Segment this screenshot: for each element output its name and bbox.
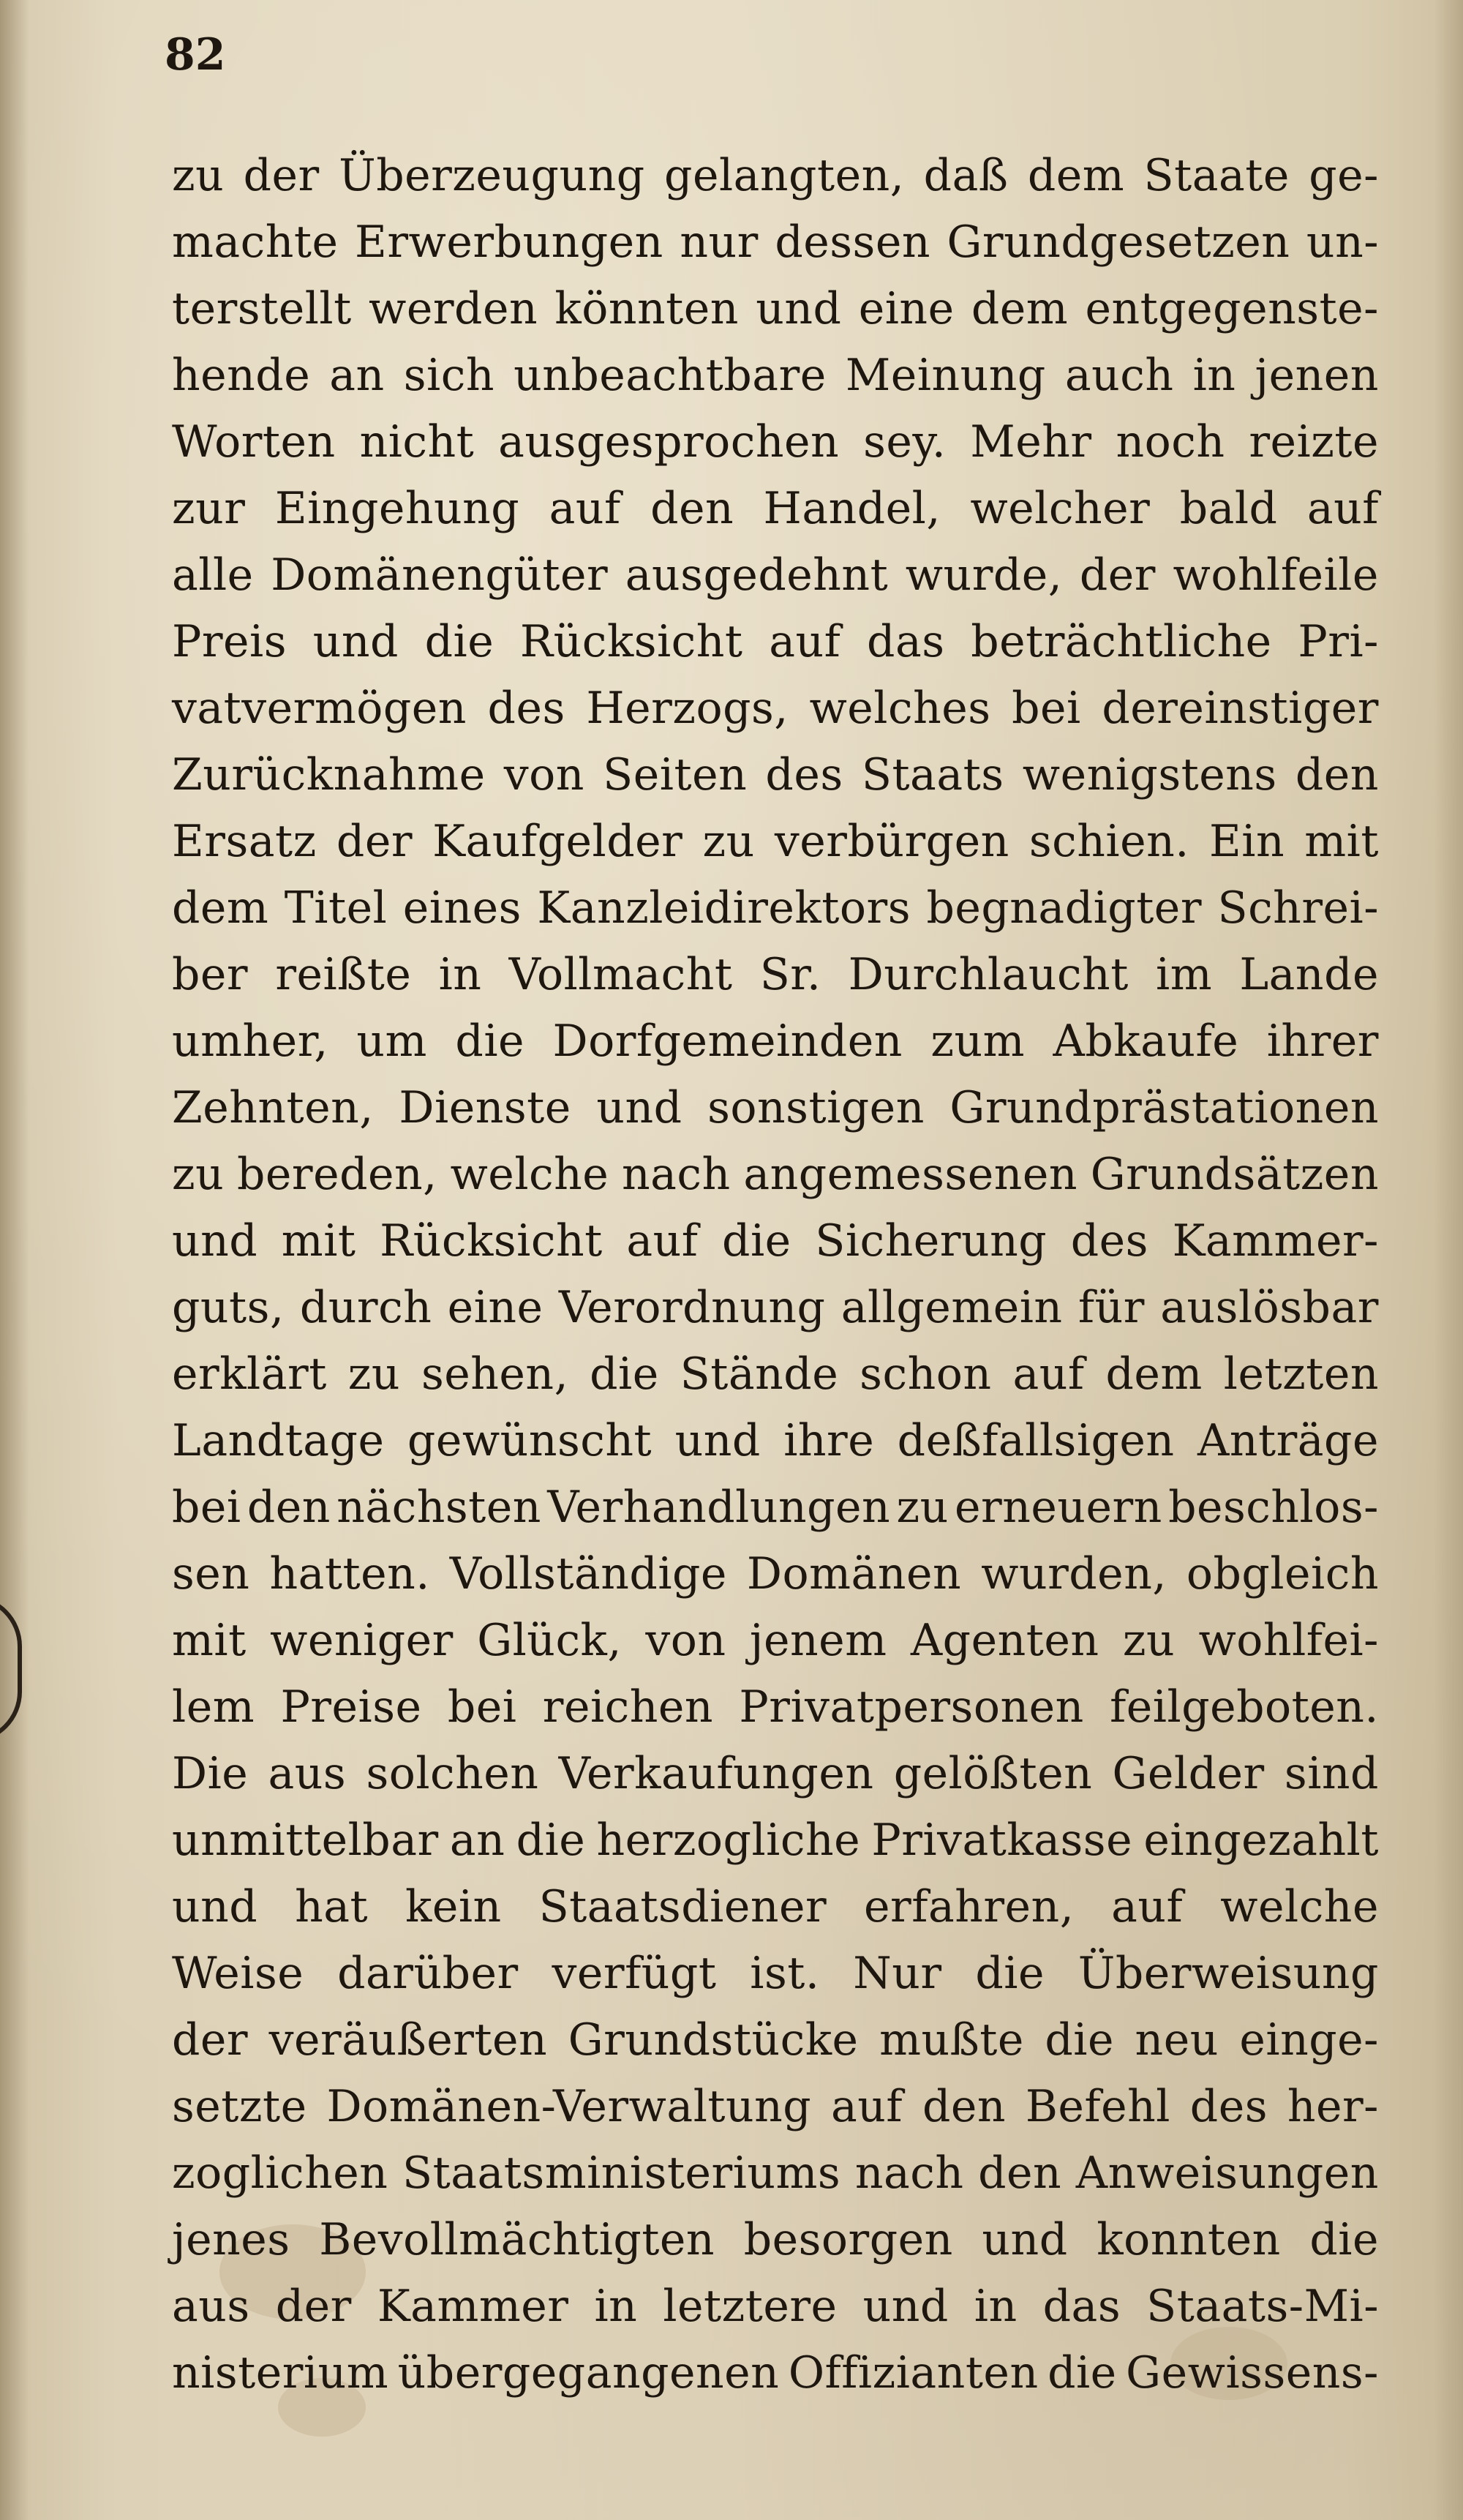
text-line: Preis und die Rücksicht auf das beträchtliche Pri- bbox=[172, 616, 1379, 667]
text-line: vatvermögen des Herzogs, welches bei dereinstiger bbox=[172, 683, 1379, 734]
text-line: zu bereden, welche nach angemessenen Grundsätzen bbox=[172, 1149, 1379, 1200]
page-edge-shadow-right bbox=[1434, 0, 1463, 2520]
text-line: jenes Bevollmächtigten besorgen und konnten die bbox=[172, 2214, 1379, 2265]
text-line: mit weniger Glück, von jenem Agenten zu wohlfei- bbox=[172, 1615, 1379, 1666]
text-line: unmittelbar an die herzogliche Privatkasse eingezahlt bbox=[172, 1815, 1379, 1866]
body-text bbox=[172, 143, 1379, 2407]
page-edge-shadow-left bbox=[0, 0, 29, 2520]
text-line: umher, um die Dorfgemeinden zum Abkaufe ihrer bbox=[172, 1016, 1379, 1067]
text-line: Ersatz der Kaufgelder zu verbürgen schien. Ein mit bbox=[172, 816, 1379, 867]
text-line: Zurücknahme von Seiten des Staats wenigstens den bbox=[172, 749, 1379, 800]
text-line: zu der Überzeugung gelangten, daß dem Staate ge- bbox=[172, 150, 1379, 201]
text-line: setzte Domänen-Verwaltung auf den Befehl des her- bbox=[172, 2081, 1379, 2132]
text-line: nisterium übergegangenen Offizianten die Gewissens- bbox=[172, 2347, 1379, 2399]
text-line: Zehnten, Dienste und sonstigen Grundprästationen bbox=[172, 1082, 1379, 1133]
text-line: bei den nächsten Verhandlungen zu erneuern beschlos- bbox=[172, 1482, 1379, 1533]
text-line: und mit Rücksicht auf die Sicherung des Kammer- bbox=[172, 1215, 1379, 1267]
text-line: erklärt zu sehen, die Stände schon auf dem letzten bbox=[172, 1349, 1379, 1400]
text-line: Landtage gewünscht und ihre deßfallsigen Anträge bbox=[172, 1415, 1379, 1466]
text-line: hende an sich unbeachtbare Meinung auch in jenen bbox=[172, 350, 1379, 401]
text-line: machte Erwerbungen nur dessen Grundgesetzen un- bbox=[172, 217, 1379, 268]
text-line: dem Titel eines Kanzleidirektors begnadigter Schrei- bbox=[172, 882, 1379, 934]
text-line: zoglichen Staatsministeriums nach den Anweisungen bbox=[172, 2148, 1379, 2199]
text-line: Weise darüber verfügt ist. Nur die Überweisung bbox=[172, 1948, 1379, 1999]
text-line: ber reißte in Vollmacht Sr. Durchlaucht im Lande bbox=[172, 949, 1379, 1000]
text-line: Die aus solchen Verkaufungen gelößten Gelder sind bbox=[172, 1748, 1379, 1799]
text-line: guts, durch eine Verordnung allgemein für auslösbar bbox=[172, 1282, 1379, 1333]
text-line: sen hatten. Vollständige Domänen wurden, obgleich bbox=[172, 1548, 1379, 1600]
text-line: Worten nicht ausgesprochen sey. Mehr noch reizte bbox=[172, 416, 1379, 468]
text-line: lem Preise bei reichen Privatpersonen feilgeboten. bbox=[172, 1681, 1379, 1733]
text-line: der veräußerten Grundstücke mußte die neu einge- bbox=[172, 2014, 1379, 2066]
text-line: zur Eingehung auf den Handel, welcher bald auf bbox=[172, 483, 1379, 534]
text-line: terstellt werden könnten und eine dem entgegenste- bbox=[172, 283, 1379, 334]
text-line: aus der Kammer in letztere und in das Staats-Mi- bbox=[172, 2281, 1379, 2332]
text-line: und hat kein Staatsdiener erfahren, auf welche bbox=[172, 1881, 1379, 1932]
page-number: 82 bbox=[165, 29, 226, 80]
text-line: alle Domänengüter ausgedehnt wurde, der wohlfeile bbox=[172, 550, 1379, 601]
